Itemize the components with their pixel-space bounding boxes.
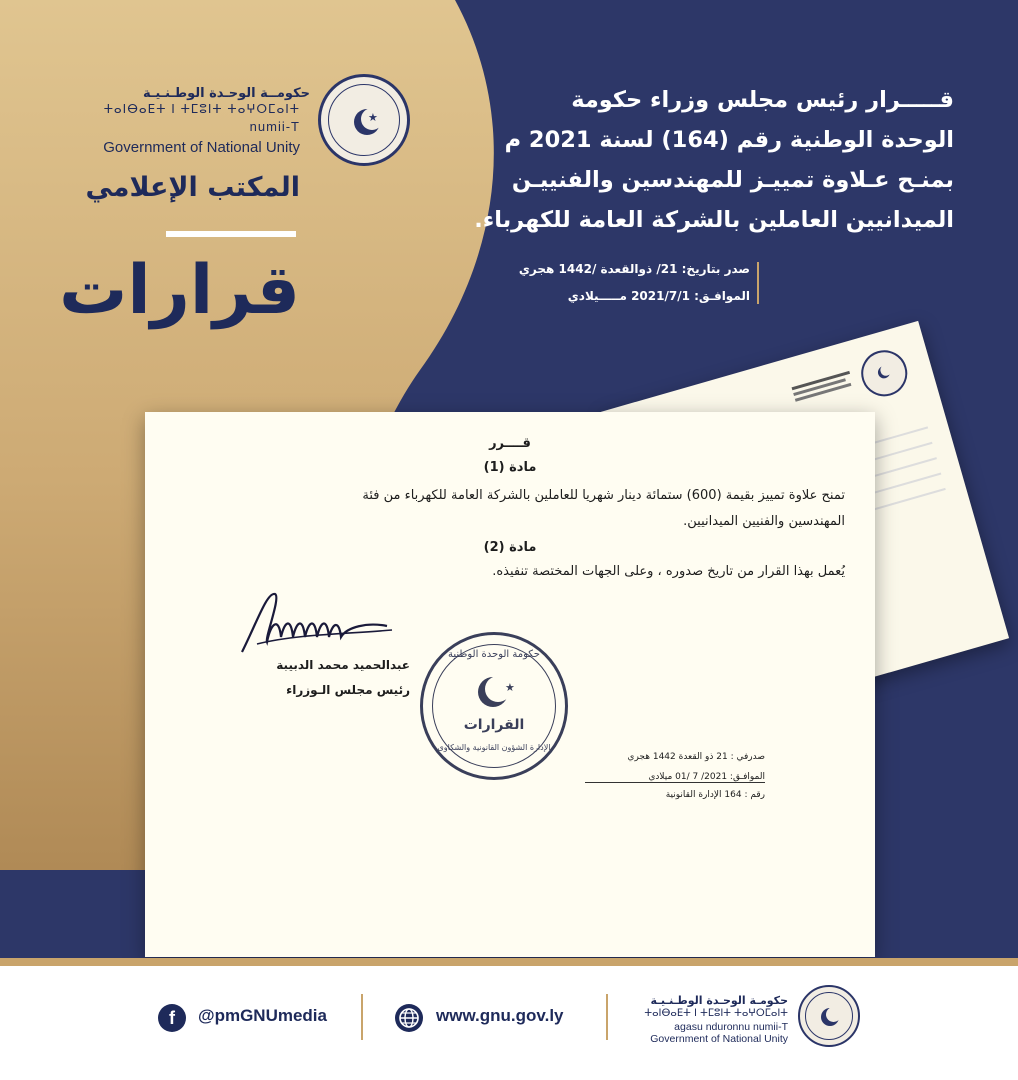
article-1-text-line2: المهندسين والفنيين الميدانيين.	[683, 514, 845, 529]
doc-issued-date: صدرفي : 21 ذو القعدة 1442 هجري	[627, 752, 765, 762]
header-divider	[166, 231, 296, 237]
stamp-top-text: حكومة الوحدة الوطنية	[448, 649, 540, 660]
back-page-logo-text	[791, 366, 864, 417]
decree-title-line: الميدانيين العاملين بالشركة العامة للكهرباء.	[474, 207, 954, 233]
signer-name: عبدالحميد محمد الدبيبة	[276, 658, 410, 672]
header-logo-latin: numii-T	[249, 119, 300, 134]
header-logo-english: Government of National Unity	[103, 139, 300, 156]
article-2-title: مادة (2)	[483, 540, 537, 555]
stamp-center-text: القرارات	[463, 717, 525, 733]
star-icon: ★	[368, 111, 378, 124]
stamp-star-icon: ★	[505, 681, 515, 694]
header-logo-tifinagh: ⵜⴰⵏⴱⴰⴹⵜ ⵏ ⵜⵎⵓⵏⵜ ⵜⴰⵖⵔⵎⴰⵏⵜ	[103, 102, 300, 116]
decree-title-line: الوحدة الوطنية رقم (164) لسنة 2021 م	[504, 127, 954, 153]
footer-logo-tifinagh: ⵜⴰⵏⴱⴰⴹⵜ ⵏ ⵜⵎⵓⵏⵜ ⵜⴰⵖⵔⵎⴰⵏⵜ	[644, 1008, 788, 1019]
social-handle-link[interactable]: @pmGNUmedia	[198, 1006, 327, 1025]
back-page-seal	[856, 345, 913, 402]
facebook-icon[interactable]: f	[158, 1004, 186, 1032]
date-divider	[757, 262, 759, 304]
footer-separator	[606, 994, 608, 1040]
footer-seal-logo	[798, 985, 860, 1047]
doc-reference: رقم : 164 الإدارة القانونية	[665, 790, 765, 800]
signer-title: رئيس مجلس الـوزراء	[286, 683, 410, 697]
article-1-title: مادة (1)	[483, 460, 537, 475]
article-1-text-line1: تمنح علاوة تمييز بقيمة (600) ستمائة دينار شهريا للعاملين بالشركة العامة للكهرباء من فئة	[362, 488, 845, 503]
decree-document-page	[145, 412, 875, 957]
decree-title	[470, 80, 954, 240]
stamp-bottom-text: الإدارة الشؤون القانونية والشكاوى	[437, 743, 551, 752]
website-link[interactable]: www.gnu.gov.ly	[436, 1006, 564, 1025]
article-2-text: يُعمل بهذا القرار من تاريخ صدوره ، وعلى الجهات المختصة تنفيذه.	[492, 564, 845, 579]
official-stamp	[420, 632, 568, 780]
footer-logo-arabic: حكومـة الوحـدة الوطـنـيـة	[650, 994, 788, 1007]
document-heading: قــــرر	[489, 436, 531, 451]
gnu-seal-logo	[318, 74, 410, 166]
stamp-crescent-icon	[478, 677, 508, 707]
issued-date: صدر بتاريخ: 21/ ذوالقعدة /1442 هجري	[518, 262, 750, 276]
header-logo-arabic: حكومــة الوحـدة الوطـنـيـة	[143, 86, 310, 101]
media-office-label: المكتب الإعلامي	[85, 172, 300, 203]
globe-icon[interactable]	[395, 1004, 423, 1032]
doc-corresponding-date: الموافـق: 2021/ 7 /01 ميلادي	[585, 772, 765, 783]
decree-title-line: بمنـح عـلاوة تمييـز للمهندسين والفنييـن	[511, 167, 954, 193]
handwritten-signature	[237, 582, 397, 662]
footer-accent-line	[0, 958, 1018, 966]
decree-title-line: قـــــرار رئيس مجلس وزراء حكومة	[571, 87, 954, 113]
footer-logo-latin: agasu nduronnu numii-T	[674, 1021, 788, 1033]
corresponding-date: الموافـق: 2021/7/1 مـــــيلادي	[567, 289, 750, 303]
footer-separator	[361, 994, 363, 1040]
section-title: قرارات	[59, 251, 300, 330]
footer-logo-english: Government of National Unity	[650, 1033, 788, 1045]
